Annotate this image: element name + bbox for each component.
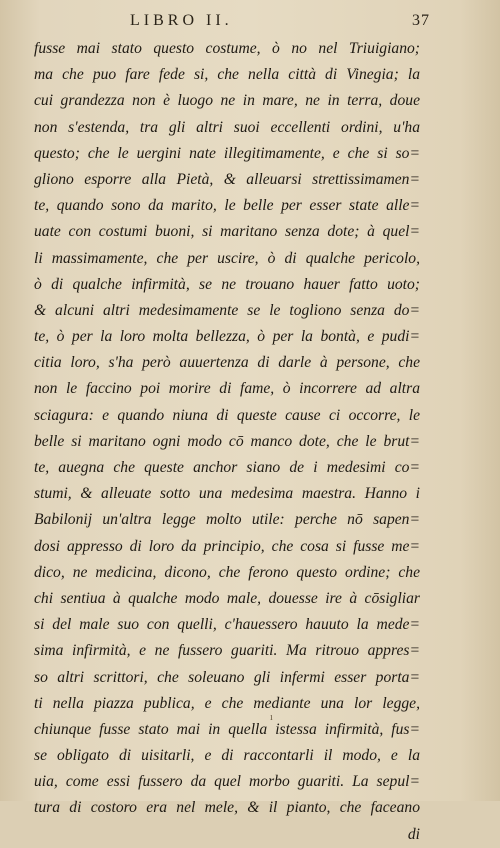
text-line: non le faccino poi morire di fame, ò incorrere ad altra (34, 380, 420, 398)
text-line: sima infirmità, e ne fussero guariti. Ma ritrouo appres= (34, 642, 420, 660)
text-line: Babilonij un'altra legge molto utile: perche nō sapen= (34, 511, 420, 529)
text-line: uate con costumi buoni, si maritano senza dote; à quel= (34, 223, 420, 241)
text-line: te, quando sono da marito, le belle per esser state alle= (34, 197, 420, 215)
ink-mark: ı (270, 712, 273, 723)
text-line: se obligato di uisitarli, e di raccontarli il modo, e la (34, 747, 420, 765)
body-text (34, 36, 420, 848)
running-header (130, 12, 430, 34)
text-line: fusse mai stato questo costume, ò no nel Triuigiano; (34, 40, 420, 57)
book-section-title: LIBRO II. (130, 12, 233, 29)
text-line: non s'estenda, tra gli altri suoi eccellenti ordini, u'ha (34, 118, 420, 136)
text-line: ma che puo fare fede si, che nella città di Vinegia; la (34, 66, 420, 84)
text-line: te, auegna che queste anchor siano de i medesimi co= (34, 459, 420, 476)
text-line: dico, ne medicina, dicono, che ferono questo ordine; che (34, 563, 420, 581)
text-line: ti nella piazza publica, e che mediante una lor legge, (34, 694, 420, 712)
text-line: belle si maritano ogni modo cō manco dote, che le brut= (34, 432, 420, 450)
catchword: di (407, 825, 420, 843)
text-line: sciagura: e quando niuna di queste cause ci occorre, le (34, 406, 420, 424)
text-line: chi sentiua à qualche modo male, douesse ire à cōsigliar (34, 589, 420, 607)
text-line: te, ò per la loro molta bellezza, ò per la bontà, e pudi= (34, 328, 420, 346)
text-line: gliono esporre alla Pietà, & alleuarsi strettissimamen= (34, 170, 420, 188)
text-line: tura di costoro era nel mele, & il pianto, che faceano (34, 799, 420, 817)
text-line: li massimamente, che per uscire, ò di qualche pericolo, (34, 249, 420, 267)
page-number: 37 (412, 12, 430, 29)
text-line: & alcuni altri medesimamente se le togliono senza do= (34, 301, 420, 319)
text-line: uia, come essi fussero da quel morbo guariti. La sepul= (34, 773, 420, 791)
text-line: stumi, & alleuate sotto una medesima maestra. Hanno i (34, 485, 420, 503)
text-line: ò di qualche infirmità, se ne trouano hauer fatto uoto; (34, 275, 420, 293)
text-line: cui grandezza non è luogo ne in mare, ne in terra, doue (34, 92, 420, 110)
text-line: citia loro, s'ha però auuertenza di darle à persone, che (34, 354, 420, 372)
text-line: so altri scrittori, che soleuano gli infermi esser porta= (34, 668, 420, 686)
text-line: questo; che le uergini nate illegitimamente, e che si so= (34, 144, 420, 162)
text-line: chiunque fusse stato mai in quella istessa infirmità, fus= (34, 720, 420, 738)
text-line: si del male suo con quelli, c'hauessero hauuto la mede= (34, 616, 420, 634)
text-line: dosi appresso di loro da principio, che cosa si fusse me= (34, 537, 420, 555)
